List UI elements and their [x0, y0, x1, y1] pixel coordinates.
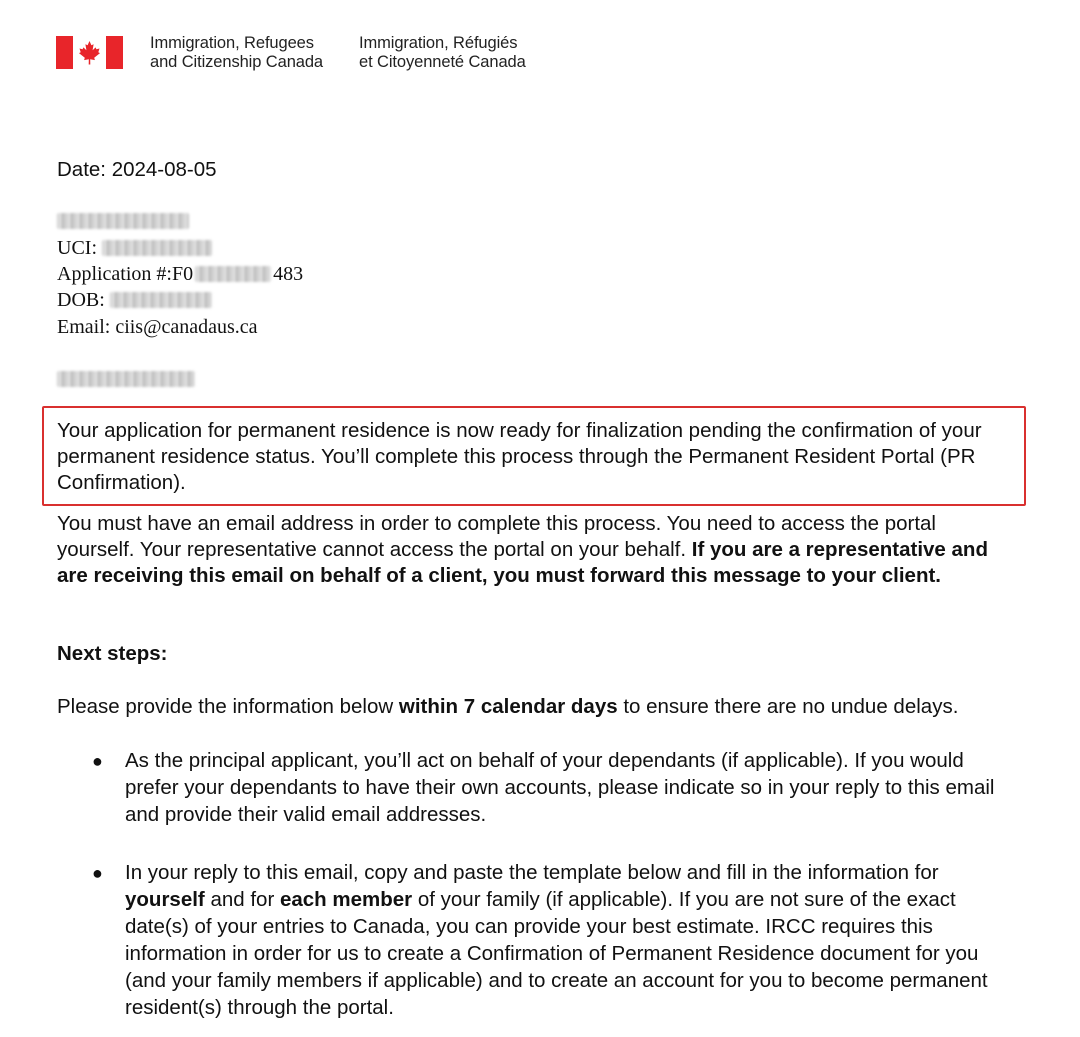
intro-text: You must have an email address in order to complete this process. You need to access the portal yourself. Your representative cannot access the portal on your behalf.: [57, 512, 936, 561]
application-label: Application #:F0: [57, 263, 194, 285]
next-steps-intro-before: Please provide the information below: [57, 695, 399, 718]
bullet2-bold1: yourself: [125, 888, 205, 911]
intro-bold-text: If you are a representative and are receiving this email on behalf of a client, you must forward this message to your client.: [57, 538, 988, 587]
uci-label: UCI:: [57, 237, 97, 259]
dob-line: [57, 287, 212, 313]
dept-fr-line2: et Citoyenneté Canada: [359, 53, 526, 71]
intro-paragraph: [57, 511, 992, 589]
uci-line: [57, 235, 212, 261]
bullet2-part2: and for: [204, 888, 280, 911]
redacted-name: [57, 213, 189, 229]
department-name-english: [150, 34, 323, 72]
redacted-dob: [110, 292, 212, 308]
department-name-french: [359, 34, 526, 72]
bullet2-bold2: each member: [279, 888, 413, 911]
bullet2-part1: In your reply to this email, copy and paste the template below and fill in the information for: [125, 861, 939, 884]
redacted-application-number: [195, 266, 271, 282]
bullet-item-template: [125, 859, 1005, 1021]
next-steps-intro-bold: within 7 calendar days: [398, 695, 618, 718]
application-line: [57, 261, 303, 287]
next-steps-intro-after: to ensure there are no undue delays.: [617, 695, 959, 718]
applicant-name: [57, 208, 189, 234]
dept-fr-line1: Immigration, Réfugiés: [359, 34, 518, 52]
letter-date: Date: 2024-08-05: [57, 158, 217, 181]
bullet-marker: ●: [92, 751, 103, 771]
redacted-uci: [102, 240, 212, 256]
application-suffix: 483: [273, 263, 304, 285]
bullet-marker: ●: [92, 863, 103, 883]
email-line: Email: ciis@canadaus.ca: [57, 316, 258, 338]
dept-en-line2: and Citizenship Canada: [150, 53, 323, 71]
dob-label: DOB:: [57, 289, 105, 311]
next-steps-intro: [57, 694, 1012, 720]
salutation: [57, 366, 195, 392]
bullet2-part3: of your family (if applicable). If you are not sure of the exact date(s) of your entries to Canada, you can provide your best estimate. IRCC requires this information in order for us to create a Confirmation of Permanent Residence document for you (and your family members if applicable) and to create an account for you to become permanent resident(s) through the portal.: [125, 888, 988, 1019]
highlighted-notice: Your application for permanent residence is now ready for finalization pending the confirmation of your permanent residence status. You’ll complete this process through the Permanent Resident Portal (PR Confirmation).: [57, 419, 982, 494]
bullet-item-dependants: As the principal applicant, you’ll act on behalf of your dependants (if applicable). If you would prefer your dependants to have their own accounts, please indicate so in your reply to this email and provide their valid email addresses.: [125, 749, 995, 826]
dept-en-line1: Immigration, Refugees: [150, 34, 314, 52]
next-steps-heading: Next steps:: [57, 642, 168, 665]
canada-flag-icon: [56, 36, 123, 69]
redacted-salutation: [57, 371, 195, 387]
